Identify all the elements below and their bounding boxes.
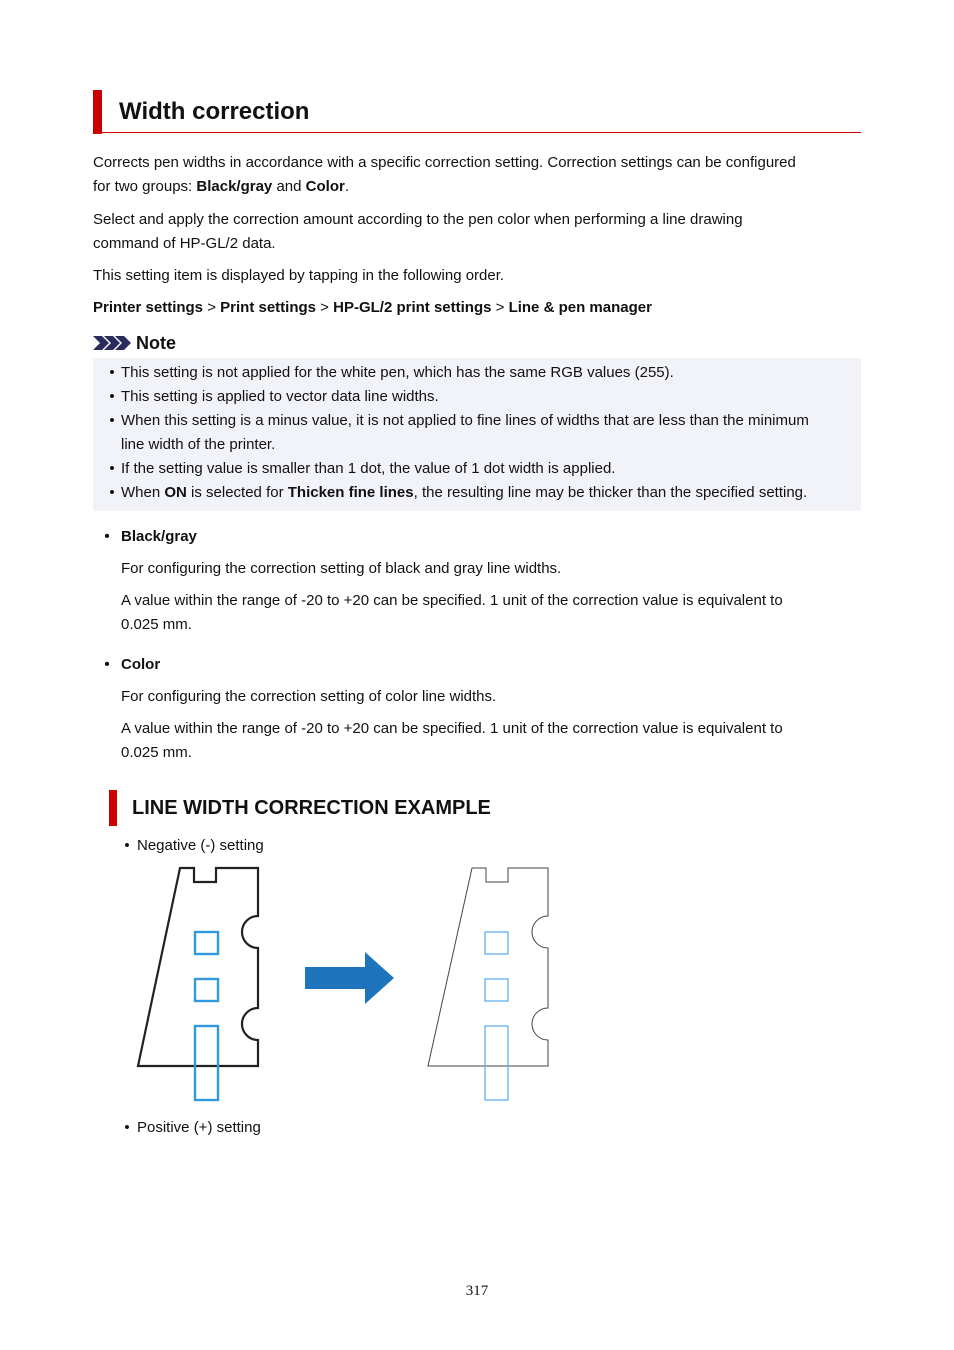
- setting-title-black-gray: Black/gray: [121, 528, 197, 545]
- setting-range: A value within the range of -20 to +20 can be specified. 1 unit of the correction value is equivalent to: [121, 592, 783, 609]
- intro-paragraph-1: [93, 151, 863, 199]
- bullet: •: [124, 1119, 130, 1136]
- text: is selected for: [186, 484, 288, 501]
- path-separator: >: [491, 299, 509, 316]
- note-label: Note: [136, 333, 176, 353]
- intro-paragraph-2: [93, 208, 863, 256]
- section-accent-bar: [109, 790, 117, 826]
- path-step: HP-GL/2 print settings: [333, 299, 492, 316]
- setting-title-color: Color: [121, 656, 161, 673]
- setting-range: A value within the range of -20 to +20 can be specified. 1 unit of the correction value is equivalent to: [121, 720, 783, 737]
- text: .: [344, 178, 349, 195]
- section-heading: LINE WIDTH CORRECTION EXAMPLE: [132, 797, 491, 819]
- negative-setting-label: Negative (-) setting: [137, 837, 264, 854]
- heading-rule: [93, 132, 861, 133]
- text: , the resulting line may be thicker than the specified setting.: [413, 484, 808, 501]
- note-item-continued: line width of the printer.: [121, 436, 276, 453]
- bold-term: Thicken fine lines: [287, 484, 414, 501]
- note-item: [121, 481, 807, 505]
- after-shape: [428, 868, 548, 1066]
- after-blue-squares: [485, 932, 508, 1100]
- bullet: •: [109, 388, 115, 405]
- page-title: Width correction: [119, 98, 310, 125]
- path-step: Printer settings: [93, 299, 204, 316]
- note-item: When this setting is a minus value, it is not applied to fine lines of widths that are less than the minimum: [121, 412, 809, 429]
- note-item: This setting is applied to vector data line widths.: [121, 388, 439, 405]
- bullet: •: [104, 656, 110, 673]
- intro-line: Corrects pen widths in accordance with a specific correction setting. Correction settings can be configured: [93, 154, 796, 171]
- bullet: •: [104, 528, 110, 545]
- bullet: •: [109, 412, 115, 429]
- before-blue-squares: [195, 932, 218, 1100]
- bullet: •: [109, 484, 115, 501]
- intro-line: Select and apply the correction amount according to the pen color when performing a line drawing: [93, 211, 743, 228]
- setting-desc: For configuring the correction setting of color line widths.: [121, 688, 497, 705]
- text: for two groups:: [93, 178, 197, 195]
- page-number: 317: [465, 1283, 489, 1299]
- positive-setting-label: Positive (+) setting: [137, 1119, 261, 1136]
- before-shape: [138, 868, 258, 1066]
- intro-paragraph-3: This setting item is displayed by tapping in the following order.: [93, 267, 505, 284]
- note-item: This setting is not applied for the white pen, which has the same RGB values (255).: [121, 364, 674, 381]
- setting-desc: For configuring the correction setting of black and gray line widths.: [121, 560, 562, 577]
- menu-path: [93, 296, 863, 320]
- bullet: •: [109, 364, 115, 381]
- text: When: [121, 484, 165, 501]
- path-step: Print settings: [220, 299, 316, 316]
- bullet: •: [124, 837, 130, 854]
- path-separator: >: [203, 299, 221, 316]
- heading-accent-bar: [93, 90, 102, 134]
- setting-range: 0.025 mm.: [121, 616, 192, 633]
- intro-line: [93, 175, 863, 199]
- path-separator: >: [316, 299, 334, 316]
- right-arrow-icon: [305, 952, 394, 1004]
- bullet: •: [109, 460, 115, 477]
- text: and: [272, 178, 306, 195]
- path-step: Line & pen manager: [508, 299, 652, 316]
- intro-line: command of HP-GL/2 data.: [93, 235, 276, 252]
- bold-term: Black/gray: [196, 178, 273, 195]
- note-box: [93, 358, 861, 511]
- note-chevrons-icon: [93, 335, 133, 351]
- setting-range: 0.025 mm.: [121, 744, 192, 761]
- bold-term: ON: [164, 484, 187, 501]
- bold-term: Color: [305, 178, 345, 195]
- note-item: If the setting value is smaller than 1 dot, the value of 1 dot width is applied.: [121, 460, 616, 477]
- line-width-example-figure: [130, 862, 560, 1107]
